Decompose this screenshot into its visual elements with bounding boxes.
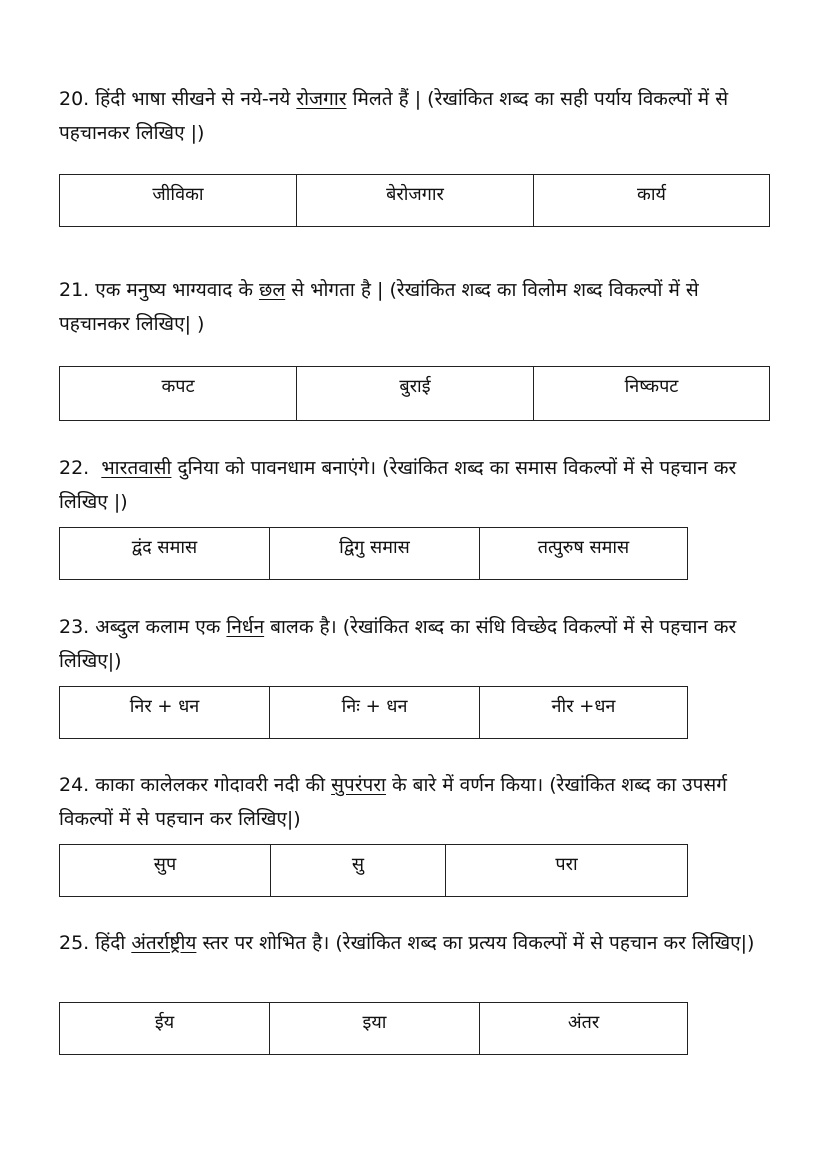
options-table-25 <box>59 1002 688 1055</box>
underlined-word: निर्धन <box>226 616 265 638</box>
option-cell: नीर +धन <box>479 687 687 738</box>
question-text-rest: के बारे में वर्णन किया। (रेखांकित शब्द का उपसर्ग विकल्पों में से पहचान कर लिखिए|) <box>59 774 727 830</box>
question-number: 22. <box>59 457 90 479</box>
option-cell: ईय <box>154 1012 175 1033</box>
question-20 <box>59 82 771 150</box>
question-text-rest: मिलते हैं | (रेखांकित शब्द का सही पर्याय विकल्पों में से पहचानकर लिखिए |) <box>59 88 729 144</box>
underlined-word: भारतवासी <box>101 457 172 479</box>
question-text-rest: दुनिया को पावनधाम बनाएंगे। (रेखांकित शब्द का समास विकल्पों में से पहचान कर लिखिए |) <box>59 457 737 513</box>
option-cell: परा <box>445 845 687 896</box>
question-text-rest: से भोगता है | (रेखांकित शब्द का विलोम शब्द विकल्पों में से पहचानकर लिखिए| ) <box>59 279 699 335</box>
option-cell: द्वंद समास <box>131 537 198 558</box>
question-24 <box>59 768 771 836</box>
question-text <box>89 457 101 479</box>
options-table-24 <box>59 844 688 897</box>
question-21 <box>59 273 771 341</box>
question-number: 21. <box>59 279 90 301</box>
question-number: 24. <box>59 774 90 796</box>
options-table-23 <box>59 686 688 739</box>
underlined-word: छल <box>259 279 286 301</box>
option-cell: द्विगु समास <box>269 528 479 579</box>
question-text: अब्दुल कलाम एक <box>89 616 227 638</box>
question-text-rest: बालक है। (रेखांकित शब्द का संधि विच्छेद विकल्पों में से पहचान कर लिखिए|) <box>59 616 737 672</box>
option-cell: इया <box>269 1003 479 1054</box>
question-text: काका कालेलकर गोदावरी नदी की <box>89 774 332 796</box>
underlined-word: रोजगार <box>296 88 347 110</box>
question-number: 20. <box>59 88 90 110</box>
option-cell: निर + धन <box>129 696 200 717</box>
question-number: 23. <box>59 616 90 638</box>
question-23 <box>59 610 771 678</box>
question-text: हिंदी <box>89 932 132 954</box>
options-table-21 <box>59 366 770 421</box>
question-text: हिंदी भाषा सीखने से नये-नये <box>89 88 297 110</box>
options-table-20 <box>59 174 770 227</box>
option-cell: बुराई <box>296 367 533 420</box>
question-text-rest: स्तर पर शोभित है। (रेखांकित शब्द का प्रत्यय विकल्पों में से पहचान कर लिखिए|) <box>196 932 755 954</box>
options-table-22 <box>59 527 688 580</box>
question-text: एक मनुष्य भाग्यवाद के <box>89 279 259 301</box>
underlined-word: अंतर्राष्ट्रीय <box>131 932 197 954</box>
question-25 <box>59 926 771 960</box>
option-cell: निष्कपट <box>533 367 769 420</box>
option-cell: कार्य <box>533 175 769 226</box>
option-cell: सु <box>270 845 445 896</box>
underlined-word: सुपरंपरा <box>331 774 386 796</box>
option-cell: निः + धन <box>269 687 479 738</box>
option-cell: अंतर <box>479 1003 687 1054</box>
question-number: 25. <box>59 932 90 954</box>
question-22 <box>59 451 771 519</box>
option-cell: कपट <box>161 376 195 397</box>
option-cell: सुप <box>153 854 177 875</box>
option-cell: बेरोजगार <box>296 175 533 226</box>
option-cell: जीविका <box>152 184 204 205</box>
option-cell: तत्पुरुष समास <box>479 528 687 579</box>
